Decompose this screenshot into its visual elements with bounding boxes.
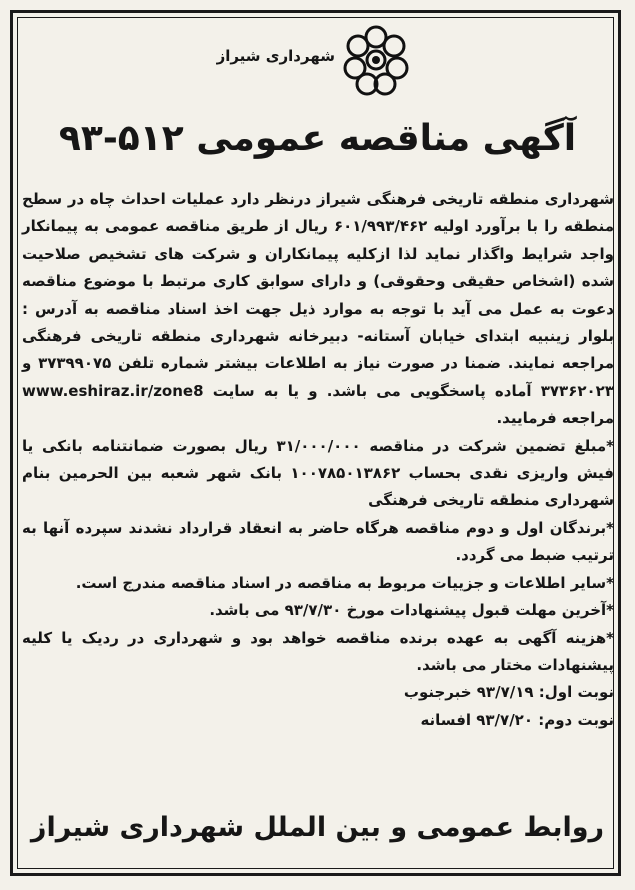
footer-signature: روابط عمومی و بین الملل شهرداری شیراز: [30, 812, 605, 843]
flower-logo-icon: [341, 24, 411, 96]
header: [0, 22, 635, 102]
deadline-bullet: *آخرین مهلت قبول پیشنهادات مورخ ۹۳/۷/۳۰ می باشد.: [209, 601, 614, 620]
cost-bullet: *هزینه آگهی به عهده برنده مناقصه خواهد بود و شهرداری در ردیک یا کلیه پیشنهادات مختار می باشد.: [22, 628, 614, 674]
page-title: آگهی مناقصه عمومی ۵۱۲-۹۳: [58, 118, 577, 159]
publish-second: نوبت دوم: ۹۳/۷/۲۰ افسانه: [420, 710, 614, 729]
winners-bullet: *برندگان اول و دوم مناقصه هرگاه حاضر به انعقاد قرارداد نشدند سپرده آنها به ترتیب ضبط می گردد.: [22, 518, 614, 565]
other-info-bullet: *سایر اطلاعات و جزییات مربوط به مناقصه در اسناد مناقصه مندرج است.: [75, 573, 614, 592]
publish-first: نوبت اول: ۹۳/۷/۱۹ خبرجنوب: [403, 683, 614, 702]
intro-text: شهرداری منطقه تاریخی فرهنگی شیراز درنظر دارد عملیات احداث چاه در سطح منطقه را با برآورد اولیه ۶۰۱/۹۹۳/۴۶۲ ریال از طریق مناقصه عمومی به پیمانکار واجد شرایط واگذار نماید لذا ازکلیه پیمانکاران و شرکت های تشخیص صلاحیت شده (اشخاص حقیقی وحقوقی) و دارای سوابق کاری مرتبط با موضوع مناقصه دعوت به عمل می آید با توجه به موارد ذیل جهت اخذ اسناد مناقصه به آدرس : بلوار زینبیه ابتدای خیابان آستانه- دبیرخانه شهرداری منطقه تاریخی فرهنگی مراجعه نمایند. ضمنا در صورت نیاز به اطلاعات بیشتر شماره تلفن ۳۷۳۹۹۰۷۵ و ۳۷۳۶۲۰۲۳ آماده پاسخگویی می باشد. و یا به سایت: [22, 190, 614, 400]
intro-paragraph: [22, 186, 614, 433]
guarantee-bullet: *مبلغ تضمین شرکت در مناقصه ۳۱/۰۰۰/۰۰۰ ریال بصورت ضمانتنامه بانکی یا فیش واریزی نقدی بحساب ۱۰۰۷۸۵۰۱۳۸۶۲ بانک شهر شعبه بین الحرمین بنام شهرداری منطقه تاریخی فرهنگی: [22, 436, 614, 510]
notice-body: [22, 186, 614, 734]
website-link[interactable]: www.eshiraz.ir/zone8: [22, 381, 204, 400]
intro-text-end: مراجعه فرمایید.: [496, 409, 614, 428]
org-name: شهرداری شیراز: [216, 47, 335, 65]
